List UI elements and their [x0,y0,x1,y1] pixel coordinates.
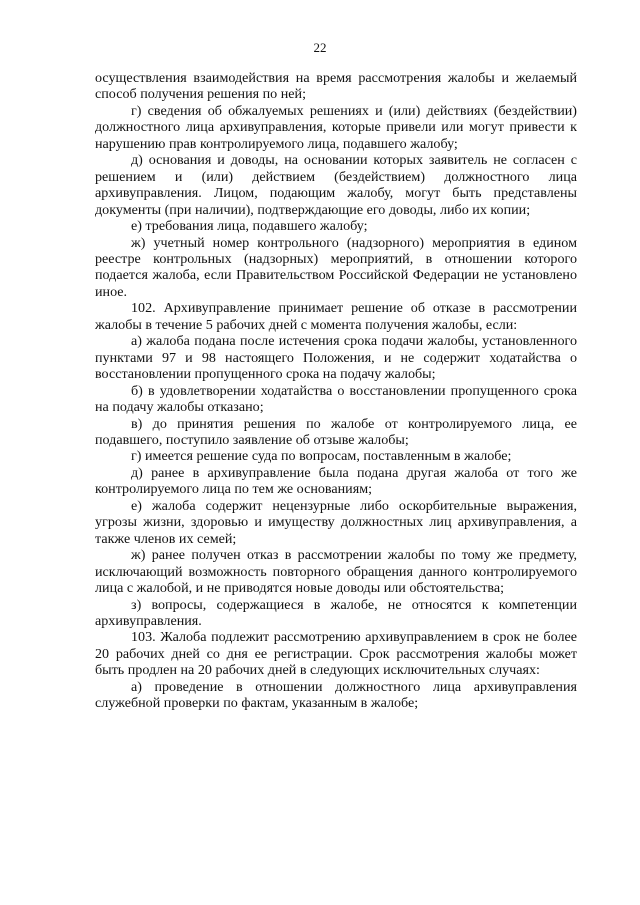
paragraph-item-a-official-review: а) проведение в отношении должностного лица архивуправления служебной проверки по фактам, указанным в жалобе; [95,678,577,712]
paragraph-item-z-competence: з) вопросы, содержащиеся в жалобе, не относятся к компетенции архивуправления. [95,596,577,629]
page-number: 22 [313,40,327,55]
paragraph-item-e-offensive: е) жалоба содержит нецензурные либо оскорбительные выражения, угрозы жизни, здоровью и имуществу должностных лиц архивуправления, а также членов их семей; [95,497,577,547]
paragraph-item-zh-prior-refusal: ж) ранее получен отказ в рассмотрении жалобы по тому же предмету, исключающий возможность повторного обращения данного контролируемого лица с жалобой, и не приводятся новые доводы или обстоятельства; [95,547,577,597]
paragraph-item-g-appealed-decisions: г) сведения об обжалуемых решениях и (или) действиях (бездействии) должностного лица архивуправления, которые привели или могут привести к нарушению прав контролируемого лица, подавшего жалобу; [95,102,577,152]
paragraph-item-zh-registry-number: ж) учетный номер контрольного (надзорного) мероприятия в едином реестре контрольных (надзорных) мероприятий, в отношении которого подается жалоба, если Правительством Российской Федерации не установлено иное. [95,234,577,300]
document-body [95,70,577,712]
paragraph-item-v-withdrawal: в) до принятия решения по жалобе от контролируемого лица, ее подавшего, поступило заявление об отзыве жалобы; [95,415,577,448]
paragraph-section-102: 102. Архивуправление принимает решение об отказе в рассмотрении жалобы в течение 5 рабочих дней с момента получения жалобы, если: [95,300,577,333]
paragraph-item-d-grounds: д) основания и доводы, на основании которых заявитель не согласен с решением и (или) действием (бездействием) должностного лица архивуправления. Лицом, подающим жалобу, могут быть представлены документы (при наличии), подтверждающие его доводы, либо их копии; [95,152,577,218]
paragraph-item-e-requirements: е) требования лица, подавшего жалобу; [131,218,368,235]
paragraph-item-g-court-decision: г) имеется решение суда по вопросам, поставленным в жалобе; [131,448,512,465]
paragraph-continuation: осуществления взаимодействия на время рассмотрения жалобы и желаемый способ получения решения по ней; [95,70,577,103]
paragraph-item-d-duplicate: д) ранее в архивуправление была подана другая жалоба от того же контролируемого лица по тем же основаниям; [95,464,577,498]
paragraph-item-a-deadline: а) жалоба подана после истечения срока подачи жалобы, установленного пунктами 97 и 98 настоящего Положения, и не содержит ходатайства о восстановлении пропущенного срока на подачу жалобы; [95,333,577,383]
paragraph-item-b-petition-denied: б) в удовлетворении ходатайства о восстановлении пропущенного срока на подачу жалобы отказано; [95,382,577,416]
paragraph-section-103: 103. Жалоба подлежит рассмотрению архивуправлением в срок не более 20 рабочих дней со дня ее регистрации. Срок рассмотрения жалобы может быть продлен на 20 рабочих дней в следующих исключительных случаях: [95,629,577,679]
